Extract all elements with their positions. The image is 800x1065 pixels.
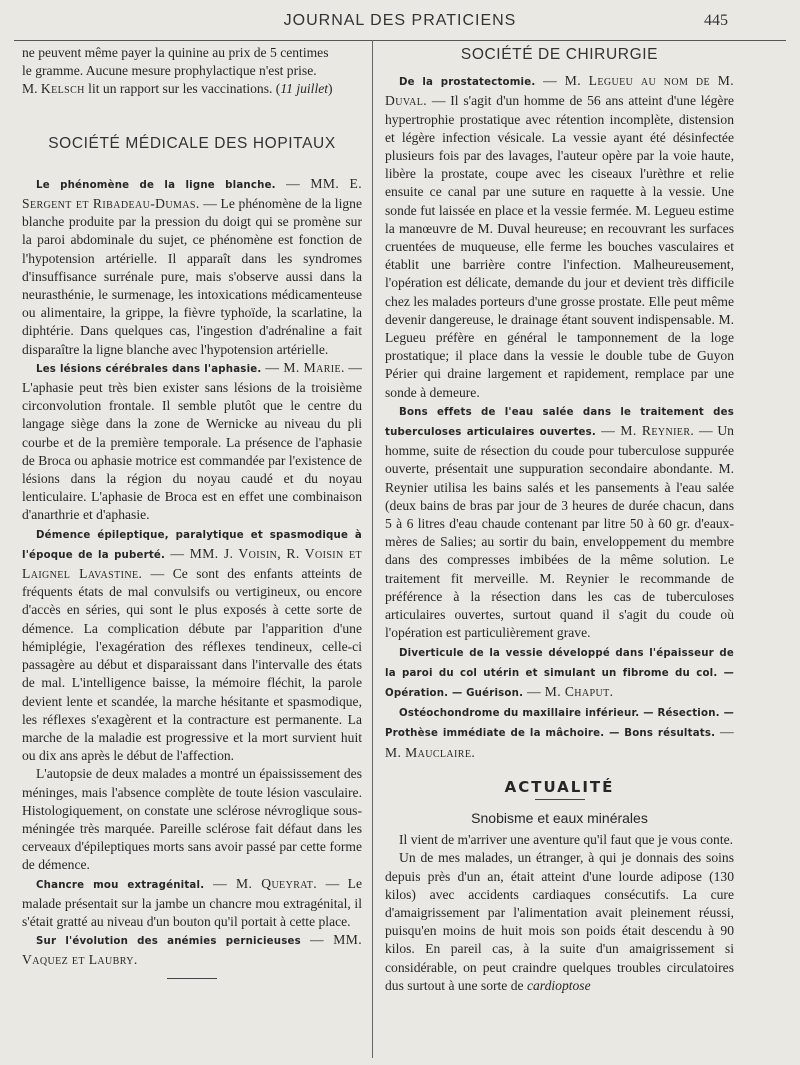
section-title-chirurgie: SOCIÉTÉ DE CHIRURGIE — [460, 46, 659, 63]
article-authors: — MM. E. Sergent et Ribadeau-Dumas. — [22, 175, 362, 212]
article-authors: — MM. Vaquez et Laubry. — [22, 932, 362, 968]
article-aphasie — [22, 359, 362, 525]
paragraph-text: Un de mes malades, un étranger, à qui je donnais des soins depuis près d'un an, était atteint d'une lourde adipose (130 kilos) avec accidents cardiaques consécutifs. La cure d'amaigrissement par l'alimentation avait pleinement réussi, puisqu'en moins de huit mois son poids était descendu à 90 kilos. En pareil cas, à la suite d'un amaigrissement si considérable, on peut craindre quelques troubles circulatoires dus surtout à une sorte de — [385, 850, 734, 993]
article-heading: Ostéochondrome du maxillaire inférieur. — Résection. — Prothèse immédiate de la mâchoire. — Bons résultats. — [385, 708, 734, 740]
article-heading: Sur l'évolution des anémies pernicieuses — [36, 936, 301, 948]
article-heading: Démence épileptique, paralytique et spasmodique à l'époque de la puberté. — [22, 529, 362, 561]
article-anemies — [22, 931, 362, 969]
article-chancre — [22, 875, 362, 932]
intro-line-2: le gramme. Aucune mesure prophylactique n'est prise. — [22, 63, 317, 79]
intro-close: ) — [328, 81, 333, 97]
left-column — [22, 44, 362, 979]
article-heading: De la prostatectomie. — [399, 77, 536, 89]
section-title-hopitaux: SOCIÉTÉ MÉDICALE DES HOPITAUX — [48, 134, 336, 152]
article-authors: — M. Mauclaire. — [385, 724, 734, 760]
intro-line-1: ne peuvent même payer la quinine au prix de 5 centimes — [22, 45, 329, 60]
article-body: — Un homme, suite de résection du coude pour tuberculose suppurée ouverte, présentait une suppuration secondaire abondante. M. Reynier utilisa les bains salés et les pansements à l'eau salée (deux bains de bras par jour de 3 heures de durée chacun, dans 5 à 6 litres d'eau chaude contenant par litre 50 à 60 gr. d'eaux-mères de Salies; au sortir du bain, enveloppement du membre dans des compresses imbibées de la même solution. Le traitement fit merveille. M. Reynier le recommande de préférence à la résection dans les cas de tuberculoses articulaires ouvertes, surtout quand il s'agit du coude où l'opération est particulièrement grave. — [385, 423, 734, 641]
article-body: — Ce sont des enfants atteints de fréquents états de mal convulsifs ou vertigineux, ou encore d'accès en séries, qui sont le plus exposés à cette sorte de démence. La complication débute par l'apparition d'une hémiplégie, l'exagération des réflexes tendineux, celle-ci passagère au début et disparaissant dans l'intervalle des états de mal. L'intelligence baisse, la mémoire fléchit, la parole devient lente et scandée, la marche hésitante et spasmodique, les réflexes s'exagèrent et la contracture est permanente. La marche de la maladie est progressive et la mort survient huit ou dix ans après le début de l'affection. — [22, 566, 362, 764]
snobisme-paragraph-2 — [385, 849, 734, 995]
article-authors: — M. Reynier. — [596, 423, 695, 439]
article-heading: Les lésions cérébrales dans l'aphasie. — [36, 363, 262, 375]
section-title-actualite: ACTUALITÉ — [504, 777, 615, 796]
article-body: — Le phénomène de la ligne blanche produite par la pression du doigt qui se promène sur la paroi abdominale du sujet, ce phénomène est fonction de l'hypotension artérielle. Il apparaît dans les syndromes d'insuffisance surrénale pure, mais s'observe aussi dans la neurasthénie, le surmenage, les intoxications médicamenteuse ou alimentaire, la grippe, la fièvre typhoïde, la scarlatine, la diphtérie. Dans quelques cas, l'ingestion d'adrénaline a fait disparaître la ligne blanche avec l'hypotension artérielle. — [22, 196, 362, 357]
journal-title: JOURNAL DES PRATICIENS — [283, 12, 517, 29]
article-prostatectomie — [385, 72, 734, 402]
page-number: 445 — [704, 12, 728, 29]
article-heading: Diverticule de la vessie développé dans l'épaisseur de la paroi du col utérin et simulant un fibrome du col. — Opération. — Guérison. — [385, 647, 734, 699]
article-osteochondrome — [385, 703, 734, 762]
article-ligne-blanche — [22, 175, 362, 359]
article-heading: Le phénomène de la ligne blanche. — [36, 179, 276, 191]
article-body: — Il s'agit d'un homme de 56 ans atteint d'une légère hypertrophie prostatique avec rétention incomplète, distension et légère infection vésicale. La vessie ayant été désinfectée plusieurs fois par des lavages, l'auteur opère par la voie haute, libère la prostate, coupe avec les ciseaux l'urèthre et relie ensuite ce canal par une suture en raquette à la vessie. Une sonde fut laissée en place et la vessie fermée. M. Legueu estime la manœuvre de M. Duval heureuse; en recouvrant les surfaces cruentées de muqueuse, elle ferme les bouches vasculaires et établit une barrière contre l'infection. Malheureusement, l'opération est délicate, demande du jour et devient très difficile chez les malades porteurs d'une grosse prostate. Elle peut même devenir dangereuse, le drainage étant souvent indispensable. M. Legueu préfère en général le tamponnement de la loge prostatique; il place dans la vessie le double tube de Guyon Périer qui draine largement et rapidement, remplace par une sonde à demeure. — [385, 93, 734, 400]
article-authors: — M. Legueu au nom de M. Duval. — [385, 73, 734, 109]
right-column — [385, 44, 734, 995]
intro-line-3: M. — [22, 81, 41, 97]
article-diverticule — [385, 643, 734, 704]
article-eau-salee — [385, 402, 734, 643]
actualite-rule — [535, 799, 585, 800]
article-authors: — MM. J. Voisin, R. Voisin et Laignel Lavastine. — [22, 545, 362, 582]
article-authors: — M. Chaput. — [523, 683, 614, 699]
article-body: — Le malade présentait sur la jambe un chancre mou extragénital, il s'était gratté au niveau d'un bouton qu'il portait à cette place. — [22, 875, 363, 929]
intro-date: 11 juillet — [280, 81, 329, 97]
intro-author: Kelsch — [40, 81, 85, 97]
section-end-rule — [167, 978, 217, 979]
article-demence — [22, 525, 362, 766]
article-demence-autopsie: L'autopsie de deux malades a montré un épaississement des méninges, mais l'absence complète de toute lésion vasculaire. Histologiquement, on constate une sclérose névroglique sous-méningée très marquée. Pareille sclérose fait défaut dans les cerveaux d'épileptiques morts sans avoir passé par cette forme de démence. — [22, 766, 362, 873]
article-authors: — M. Queyrat. — [204, 875, 318, 891]
article-heading: Bons effets de l'eau salée dans le traitement des tuberculoses articulaires ouvertes. — [385, 406, 734, 439]
article-heading: Chancre mou extragénital. — [36, 879, 205, 891]
intro-paragraph — [22, 44, 362, 99]
page-header — [0, 8, 800, 36]
intro-tail: lit un rapport sur les vaccinations. ( — [84, 81, 281, 97]
article-title-snobisme: Snobisme et eaux minérales — [471, 809, 648, 826]
article-authors: — M. Marie. — [261, 359, 345, 375]
paragraph-emphasis: cardioptose — [526, 977, 591, 993]
header-rule — [14, 40, 786, 41]
column-divider — [372, 40, 373, 1058]
article-body: — L'aphasie peut très bien exister sans lésions de la troisième circonvolution frontale. Il semble plutôt que le centre du langage siège dans la zone de Wernicke au niveau du pli courbe et de la première temporale. La présence de l'aphasie de Broca ou aphasie motrice est commandée par l'existence de lésions dans la région du noyau caudé et du noyau lenticulaire. L'aphasie de Broca est en effet une combinaison d'anarthrie et d'aphasie. — [22, 359, 362, 523]
snobisme-paragraph-1: Il vient de m'arriver une aventure qu'il faut que je vous conte. — [399, 832, 734, 848]
